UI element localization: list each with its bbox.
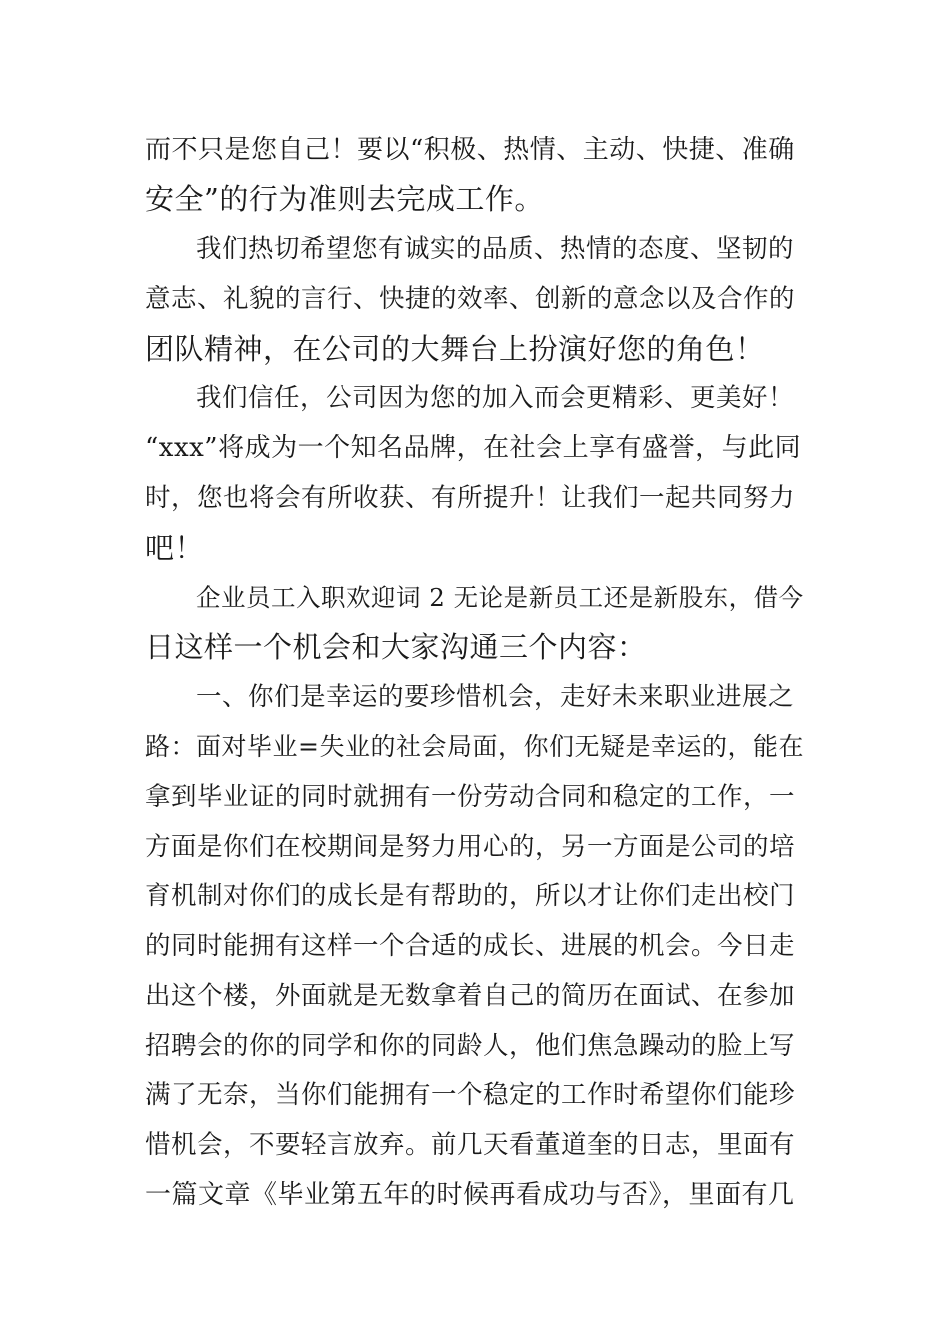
text-line: 日这样一个机会和大家沟通三个内容： <box>145 630 647 664</box>
paragraph-start-line: 一、你们是幸运的要珍惜机会，走好未来职业进展之 <box>196 682 795 712</box>
text-line: 招聘会的你的同学和你的同龄人，他们焦急躁动的脸上写 <box>145 1031 796 1061</box>
paragraph-start-line: 我们热切希望您有诚实的品质、热情的态度、坚韧的 <box>196 234 795 264</box>
text-line: 拿到毕业证的同时就拥有一份劳动合同和稳定的工作，一 <box>145 782 796 812</box>
text-line: 而不只是您自己！要以“积极、热情、主动、快捷、准确 <box>145 135 795 165</box>
text-line: 时，您也将会有所收获、有所提升！让我们一起共同努力 <box>145 483 796 513</box>
paragraph-start-line: 我们信任，公司因为您的加入而会更精彩、更美好！ <box>196 383 795 413</box>
text-line: 育机制对你们的成长是有帮助的，所以才让你们走出校门 <box>145 881 796 911</box>
text-line: 吧！ <box>145 531 205 565</box>
text-line: 意志、礼貌的言行、快捷的效率、创新的意念以及合作的 <box>145 284 796 314</box>
text-line: 团队精神，在公司的大舞台上扮演好您的角色！ <box>145 332 765 366</box>
text-line: 路：面对毕业=失业的社会局面，你们无疑是幸运的，能在 <box>145 732 804 761</box>
text-line: 安全”的行为准则去完成工作。 <box>145 182 544 216</box>
text-line: 的同时能拥有这样一个合适的成长、进展的机会。今日走 <box>145 931 796 961</box>
paragraph-start-line: 企业员工入职欢迎词 2 无论是新员工还是新股东，借今 <box>196 583 804 612</box>
text-line: 满了无奈，当你们能拥有一个稳定的工作时希望你们能珍 <box>145 1080 796 1110</box>
text-line: “xxx”将成为一个知名品牌，在社会上享有盛誉，与此同 <box>145 433 802 463</box>
text-line: 方面是你们在校期间是努力用心的，另一方面是公司的培 <box>145 832 796 862</box>
text-line: 一篇文章《毕业第五年的时候再看成功与否》，里面有几 <box>145 1180 795 1210</box>
text-line: 出这个楼，外面就是无数拿着自己的简历在面试、在参加 <box>145 981 796 1011</box>
text-line: 惜机会，不要轻言放弃。前几天看董道奎的日志，里面有 <box>145 1130 796 1160</box>
